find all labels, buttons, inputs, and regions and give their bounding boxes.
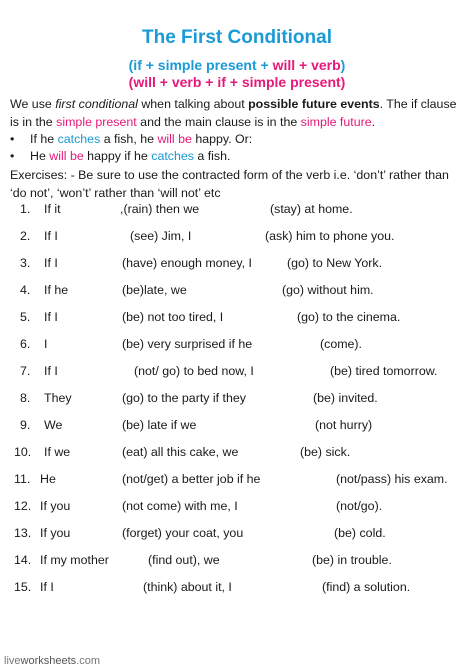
exercise-text: (be) invited. [313, 391, 378, 405]
formula-1-part-a: (if + simple present + [128, 57, 273, 73]
exercise-text: (forget) your coat, you [122, 526, 244, 540]
exercise-number: 9. [20, 418, 31, 432]
exercise-text: (be) late if we [122, 418, 197, 432]
intro-simple-future: simple future [300, 115, 372, 129]
bullet-text: happy. Or: [191, 132, 253, 146]
bullet-highlight-present: catches [57, 132, 101, 146]
exercise-number: 6. [20, 337, 31, 351]
exercise-text: (see) Jim, I [130, 229, 192, 243]
exercise-text: If he [44, 283, 69, 297]
exercises-instructions: Exercises: - Be sure to use the contracted form of the verb i.e. ‘don’t’ rather than ‘do not’, ‘won’t’ rather than ‘will not’ etc [10, 168, 449, 200]
intro-simple-present: simple present [56, 115, 137, 129]
exercise-text: (be) sick. [300, 445, 351, 459]
exercise-text: (come). [320, 337, 362, 351]
exercise-text: (stay) at home. [270, 202, 353, 216]
bullet-highlight-future: will be [157, 132, 192, 146]
exercise-number: 12. [14, 499, 32, 513]
exercise-text: ,(rain) then we [120, 202, 200, 216]
exercise-number: 3. [20, 256, 31, 270]
intro-text: and the main clause is in the [136, 115, 301, 129]
exercise-number: 7. [20, 364, 31, 378]
exercise-number: 5. [20, 310, 31, 324]
bullet-highlight-present: catches [151, 149, 194, 163]
exercise-text: (go) to New York. [287, 256, 383, 270]
formula-2-part-b: will + verb [133, 74, 202, 90]
bullet-item [10, 148, 460, 165]
page-title: The First Conditional [142, 27, 332, 48]
exercise-text: If I [44, 256, 58, 270]
footer-part: .com [76, 655, 100, 667]
exercise-number: 15. [14, 580, 32, 594]
intro-term: first conditional [55, 97, 138, 111]
exercise-text: (be) not too tired, I [122, 310, 224, 324]
exercise-number: 11. [14, 472, 31, 486]
bullet-text: a fish. [193, 149, 231, 163]
exercise-text: (go) without him. [282, 283, 374, 297]
exercise-number: 8. [20, 391, 31, 405]
exercise-number: 10. [14, 445, 32, 459]
bullet-dot: • [10, 132, 15, 146]
intro-emphasis: possible future events [248, 97, 380, 111]
bullet-highlight-future: will be [49, 149, 84, 163]
formula-1-part-c: ) [340, 57, 346, 73]
exercise-text: We [44, 418, 63, 432]
exercise-number: 14. [14, 553, 32, 567]
exercise-text: (not hurry) [315, 418, 373, 432]
exercise-number: 13. [14, 526, 32, 540]
exercise-text: If we [44, 445, 71, 459]
exercise-text: (be)late, we [122, 283, 187, 297]
footer-part: live [4, 655, 21, 667]
formula-2-part-c: + if + simple present) [201, 74, 346, 90]
exercise-text: If I [40, 580, 54, 594]
intro-text: when talking about [137, 97, 249, 111]
exercise-text: He [40, 472, 56, 486]
exercise-text: (be) very surprised if he [122, 337, 253, 351]
exercise-text: (be) cold. [334, 526, 386, 540]
intro-text: . The if clause is in the [10, 97, 457, 129]
exercise-text: (ask) him to phone you. [265, 229, 395, 243]
formula-line-1 [0, 57, 474, 74]
formula-line-2 [0, 74, 474, 91]
bullet-text: He [30, 149, 50, 163]
exercise-text: If I [44, 229, 58, 243]
footer-watermark [4, 655, 100, 667]
exercise-text: (be) in trouble. [312, 553, 392, 567]
formula-1-part-b: will + verb [272, 57, 341, 73]
example-bullets [10, 131, 460, 165]
exercise-text: (be) tired tomorrow. [330, 364, 438, 378]
exercise-text: (not come) with me, I [122, 499, 238, 513]
intro-text: . [371, 115, 376, 129]
exercise-text: If you [40, 499, 71, 513]
exercise-text: They [44, 391, 72, 405]
bullet-text: happy if he [83, 149, 152, 163]
exercise-text: (go) to the cinema. [297, 310, 401, 324]
exercise-text: I [44, 337, 48, 351]
exercise-number: 2. [20, 229, 31, 243]
exercise-text: (find) a solution. [322, 580, 411, 594]
exercise-text: If I [44, 364, 58, 378]
exercise-text: (not/ go) to bed now, I [134, 364, 254, 378]
exercise-text: If you [40, 526, 71, 540]
footer-part: worksheets [20, 655, 77, 667]
exercise-text: (eat) all this cake, we [122, 445, 239, 459]
exercise-text: (have) enough money, I [122, 256, 252, 270]
bullet-item [10, 131, 460, 148]
exercise-text: (not/pass) his exam. [336, 472, 448, 486]
exercise-text: (think) about it, I [143, 580, 232, 594]
exercise-text: (go) to the party if they [122, 391, 246, 405]
bullet-text: a fish, he [100, 132, 158, 146]
exercise-number: 4. [20, 283, 31, 297]
bullet-text: If he [30, 132, 58, 146]
exercise-text: (not/go). [336, 499, 383, 513]
exercise-text: If my mother [40, 553, 109, 567]
formula-2-part-a: ( [128, 74, 134, 90]
intro-paragraph [10, 95, 468, 131]
exercise-number: 1. [20, 202, 31, 216]
exercise-text: If it [44, 202, 61, 216]
exercise-text: If I [44, 310, 58, 324]
bullet-dot: • [10, 149, 15, 163]
exercise-text: (find out), we [148, 553, 220, 567]
exercise-text: (not/get) a better job if he [122, 472, 261, 486]
intro-text: We use [10, 97, 56, 111]
